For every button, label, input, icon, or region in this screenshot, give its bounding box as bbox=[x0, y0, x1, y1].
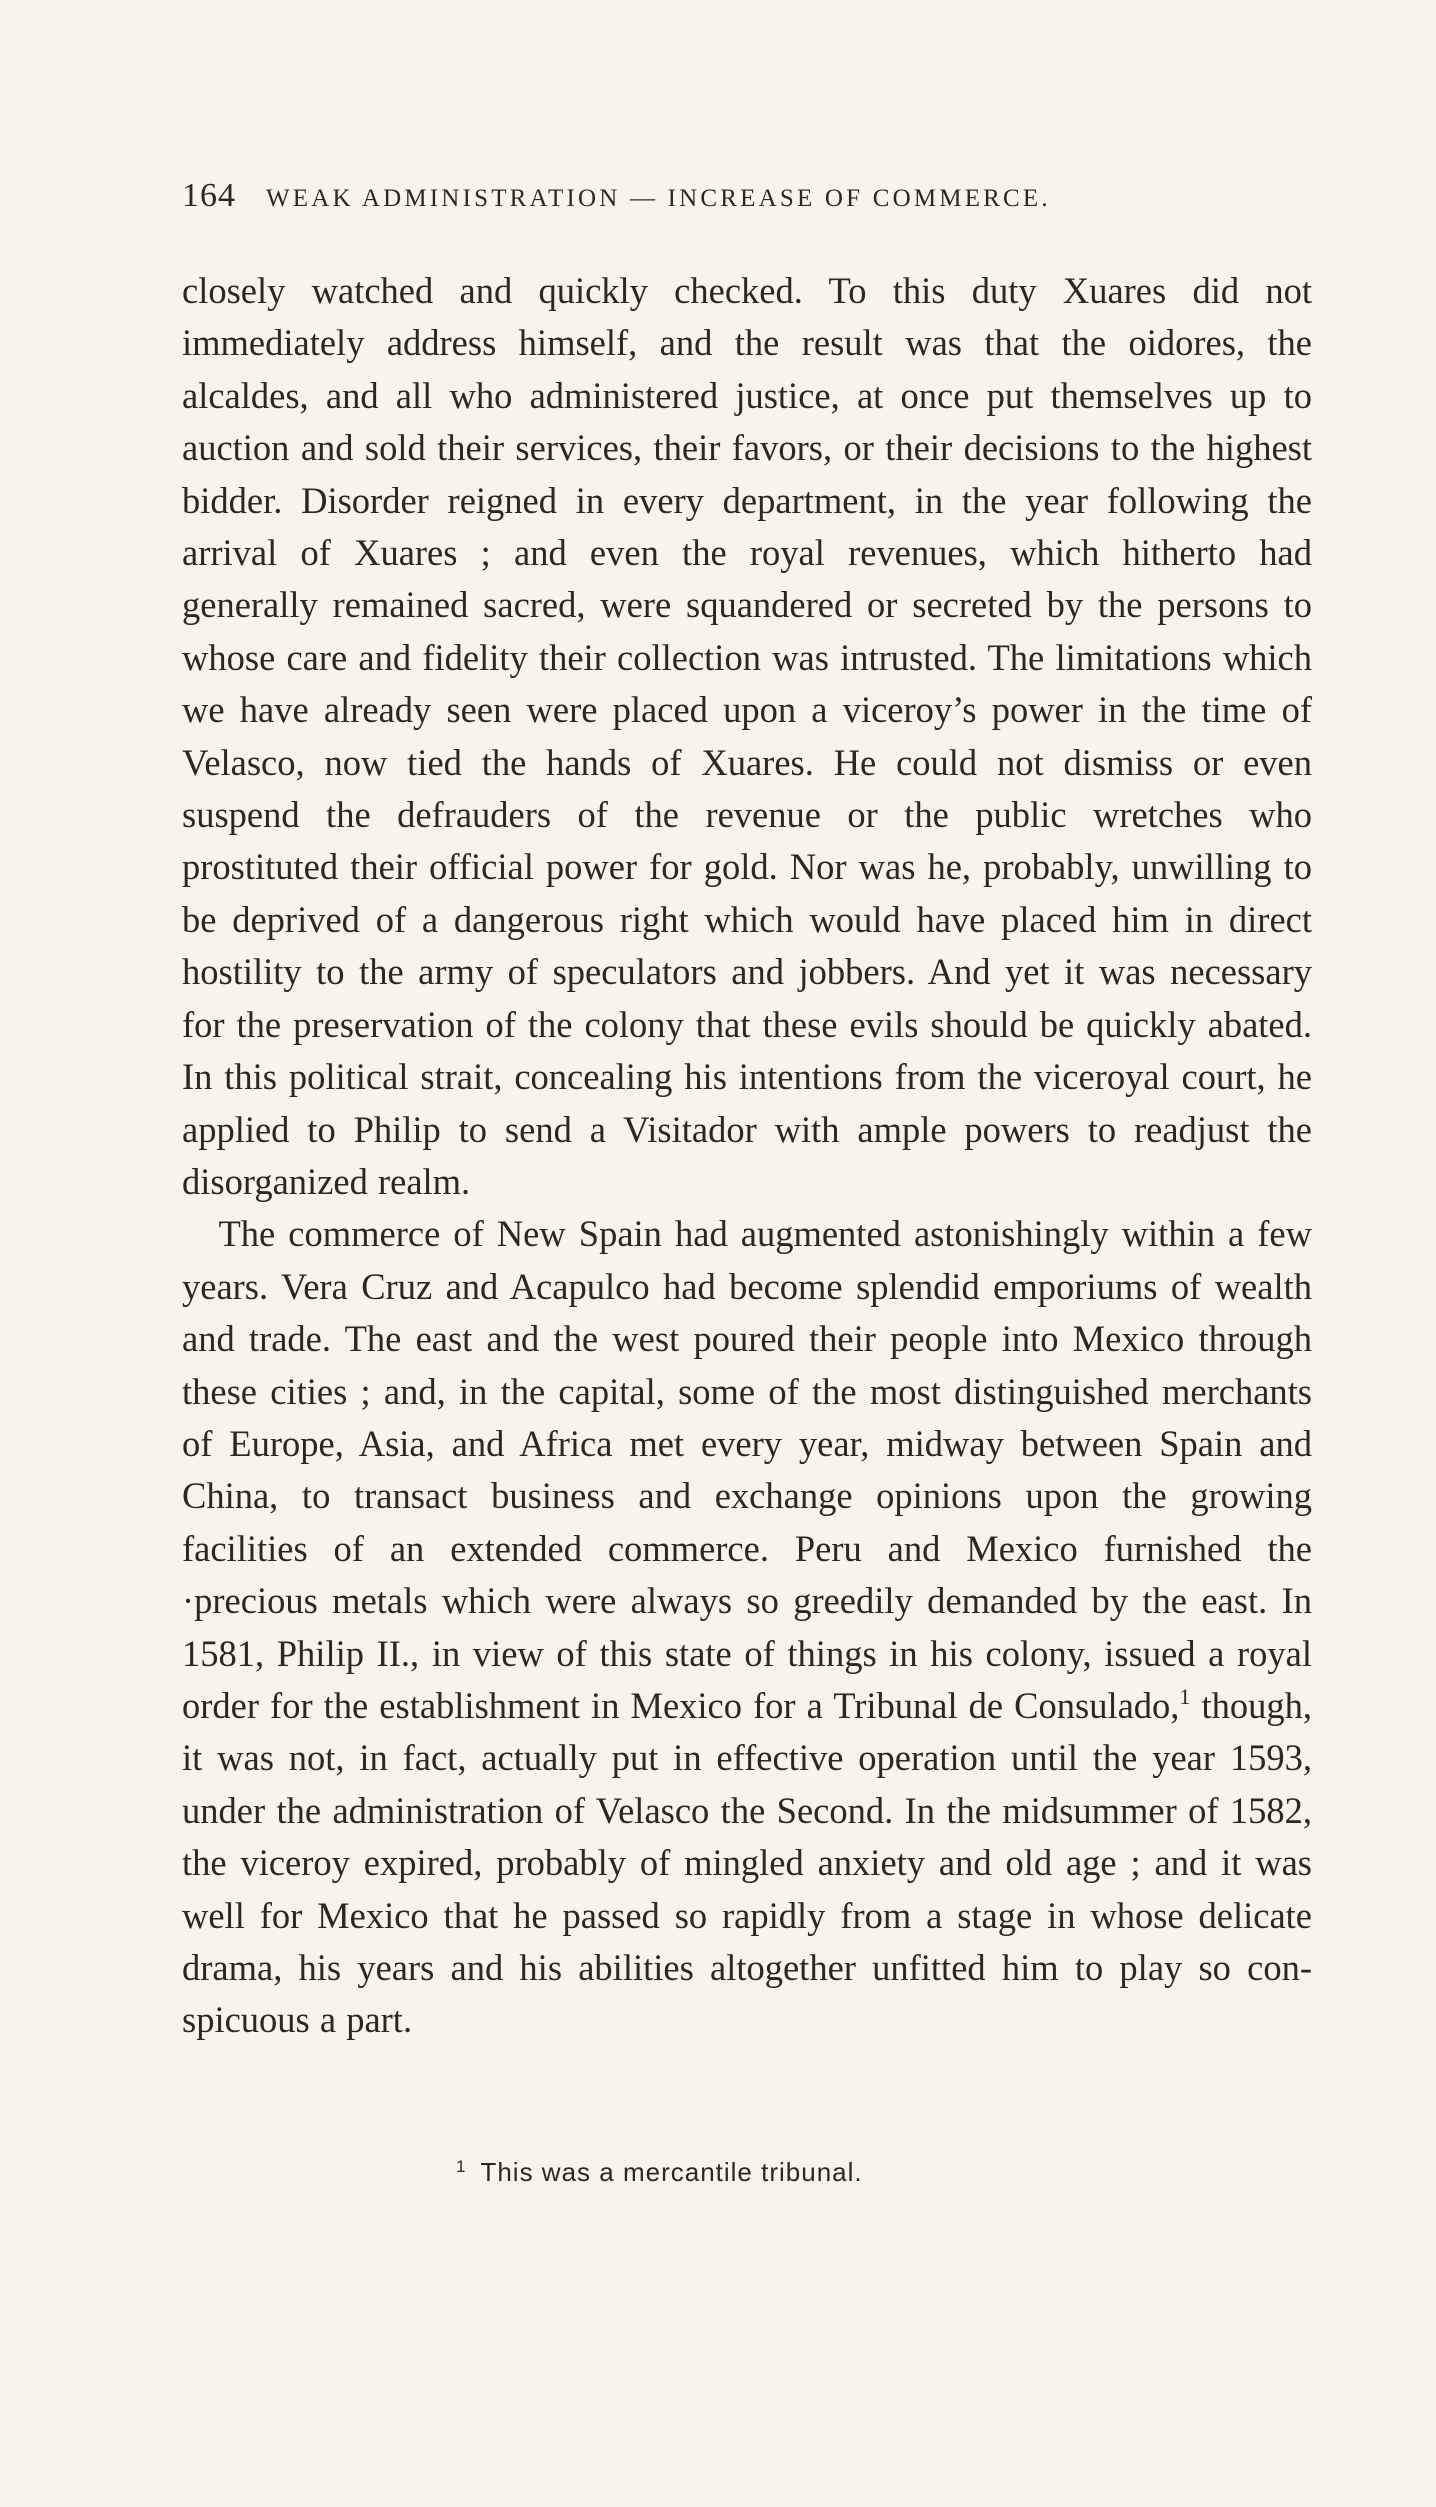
footnote-reference: 1 bbox=[1179, 1683, 1191, 1709]
running-title: WEAK ADMINISTRATION — INCREASE OF COMMERCE. bbox=[266, 185, 1051, 212]
footnote-text: This was a mercantile tribunal. bbox=[480, 2157, 863, 2187]
paragraph bbox=[182, 265, 1312, 1208]
paragraph-text: closely watched and quickly checked. To this duty Xuares did not immediately address himself, and the result was that the oidores, the alcaldes, and all who administered justice, at once put themselves up to auction and sold their services, their favors, or their decisions to the highest bidder. Disorder reigned in every department, in the year following the arrival of Xuares ; and even the royal revenues, which hitherto had generally remained sacred, were squandered or secreted by the persons to whose care and fidelity their collection was intrusted. The limitations which we have already seen were placed upon a viceroy’s power in the time of Velasco, now tied the hands of Xuares. He could not dismiss or even suspend the defrauders of the revenue or the public wretches who prostituted their official power for gold. Nor was he, probably, unwilling to be deprived of a dangerous right which would have placed him in direct hostility to the army of speculators and jobbers. And yet it was necessary for the preservation of the colony that these evils should be quickly abated. In this political strait, concealing his intentions from the viceroyal court, he applied to Philip to send a Visitador with ample powers to readjust the disorganized realm. bbox=[182, 270, 1312, 1202]
page-header bbox=[182, 177, 1232, 227]
body-text bbox=[182, 265, 1312, 2047]
footnote bbox=[456, 2157, 1156, 2188]
footnote-mark: 1 bbox=[456, 2157, 467, 2176]
page-number: 164 bbox=[182, 177, 236, 214]
paragraph-text: The commerce of New Spain had augmented astonishingly within a few years. Vera Cruz and Acapulco had become splendid emporiums of wealth and trade. The east and the west poured their people into Mexico through these cities ; and, in the capital, some of the most distinguished merchants of Europe, Asia, and Africa met every year, midway between Spain and China, to transact business and exchange opinions upon the growing facilities of an extended commerce. Peru and Mexico furnished the ·precious metals which were always so greedily demanded by the east. In 1581, Philip II., in view of this state of things in his colony, issued a royal order for the establishment in Mexico for a Tribunal de Consulado, bbox=[182, 1213, 1312, 1726]
paragraph bbox=[182, 1208, 1312, 2047]
paragraph-text: though, it was not, in fact, actually put in effective operation until the year 1593, under the administration of Velasco the Second. In the midsummer of 1582, the viceroy expired, probably of mingled anxiety and old age ; and it was well for Mexico that he passed so rapidly from a stage in whose delicate drama, his years and his abilities altogether unfitted him to play so conspicuous a part. bbox=[182, 1684, 1312, 2041]
